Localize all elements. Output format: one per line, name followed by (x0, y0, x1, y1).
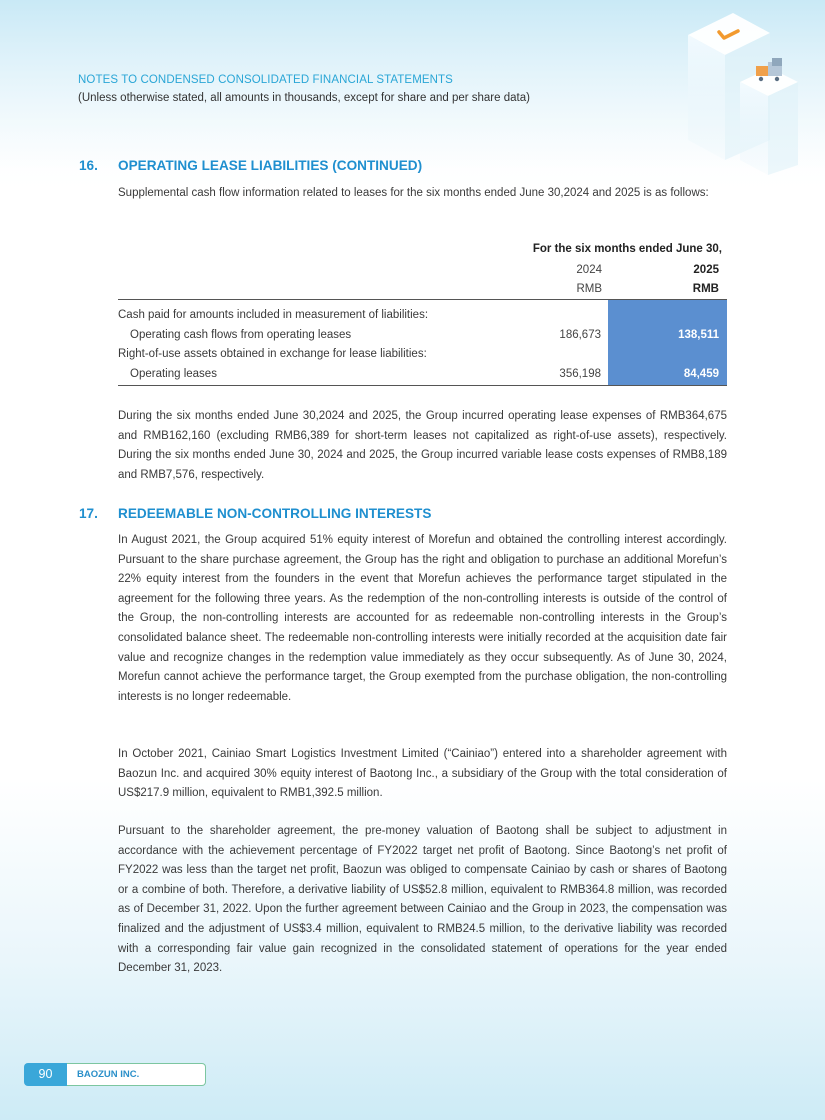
page-footer (24, 1063, 196, 1086)
table-row (118, 305, 727, 325)
table-row (118, 344, 727, 364)
table-row (118, 364, 727, 384)
row-label: Cash paid for amounts included in measurement of liabilities: (118, 309, 429, 321)
running-header-title: NOTES TO CONDENSED CONSOLIDATED FINANCIAL STATEMENTS (78, 74, 453, 86)
section-17-paragraph-3: Pursuant to the shareholder agreement, the pre-money valuation of Baotong shall be subject to adjustment in accordance with the achievement percentage of FY2022 target net profit of Baotong. Since Baotong’s net profit of FY2022 was less than the target net profit, Baozun was obliged to compensate Cainiao by cash or shares of Baotong or a combine of both. Therefore, a derivative liability of US$52.8 million, equivalent to RMB364.8 million, was recorded as of December 31, 2022. Upon the further agreement between Cainiao and the Group in 2023, the compensation was finalized and the adjustment of US$3.4 million, equivalent to RMB24.5 million, to the derivative liability was recorded with a corresponding fair value gain recognized in the consolidated statement of operations for the year ended December 31, 2023. (118, 825, 727, 975)
page-number: 90 (24, 1063, 67, 1086)
section-17-number: 17. (79, 506, 98, 521)
col-unit-2024: RMB (576, 283, 602, 295)
table-top-rule (118, 299, 727, 300)
value-2025: 138,511 (678, 329, 719, 341)
section-16-paragraph: During the six months ended June 30,2024 and 2025, the Group incurred operating lease expenses of RMB364,675 and RMB162,160 (excluding RMB6,389 for short-term leases not capitalized as right-of-use assets), respectively. During the six months ended June 30, 2024 and 2025, the Group incurred variable lease costs expenses of RMB8,189 and RMB7,576, respectively. (118, 410, 727, 481)
section-16-intro: Supplemental cash flow information related to leases for the six months ended June 30,2024 and 2025 is as follows: (118, 187, 709, 199)
table-row (118, 325, 727, 345)
col-unit-2025: RMB (692, 283, 719, 295)
col-header-2024: 2024 (576, 264, 602, 276)
section-17-paragraph-2: In October 2021, Cainiao Smart Logistics Investment Limited (“Cainiao”) entered into a shareholder agreement with Baozun Inc. and acquired 30% equity interest of Baotong Inc., a subsidiary of the Group with the total consideration of US$217.9 million, equivalent to RMB1,392.5 million. (118, 748, 727, 800)
section-17-title: REDEEMABLE NON-CONTROLLING INTERESTS (118, 506, 432, 521)
section-17-heading (79, 506, 431, 521)
section-16-number: 16. (79, 158, 98, 173)
section-16-title: OPERATING LEASE LIABILITIES (CONTINUED) (118, 158, 423, 173)
col-header-2025: 2025 (693, 264, 719, 276)
value-2024: 356,198 (559, 368, 601, 380)
running-header (78, 74, 530, 104)
value-2025: 84,459 (683, 368, 719, 380)
section-16-heading (79, 158, 422, 173)
table-bottom-rule (118, 385, 727, 386)
table-period-header: For the six months ended June 30, (532, 243, 722, 255)
section-17-paragraph-1: In August 2021, the Group acquired 51% equity interest of Morefun and obtained the controlling interest accordingly. Pursuant to the share purchase agreement, the Group has the right and obligation to purchase an additional Morefun’s 22% equity interest from the founders in the event that Morefun achieves the performance target stipulated in the agreement for the following three years. As the redemption of the non-controlling interests is outside of the control of the Group, the non-controlling interests are accounted for as redeemable non-controlling interests in the Group’s consolidated balance sheet. The redeemable non-controlling interests were initially recorded at the acquisition date fair value and recognize changes in the redemption value immediately as they occur subsequently. As of June 30, 2024, Morefun cannot achieve the performance target, the Group exempted from the purchase obligation, the non-controlling interests is no longer redeemable. (118, 534, 727, 703)
company-name: BAOZUN INC. (67, 1063, 206, 1086)
value-2024: 186,673 (559, 329, 601, 341)
row-label: Operating leases (130, 368, 217, 380)
row-label: Operating cash flows from operating leases (130, 329, 352, 341)
running-header-subtitle: (Unless otherwise stated, all amounts in thousands, except for share and per share data) (78, 92, 530, 104)
row-label: Right-of-use assets obtained in exchange for lease liabilities: (118, 348, 427, 360)
